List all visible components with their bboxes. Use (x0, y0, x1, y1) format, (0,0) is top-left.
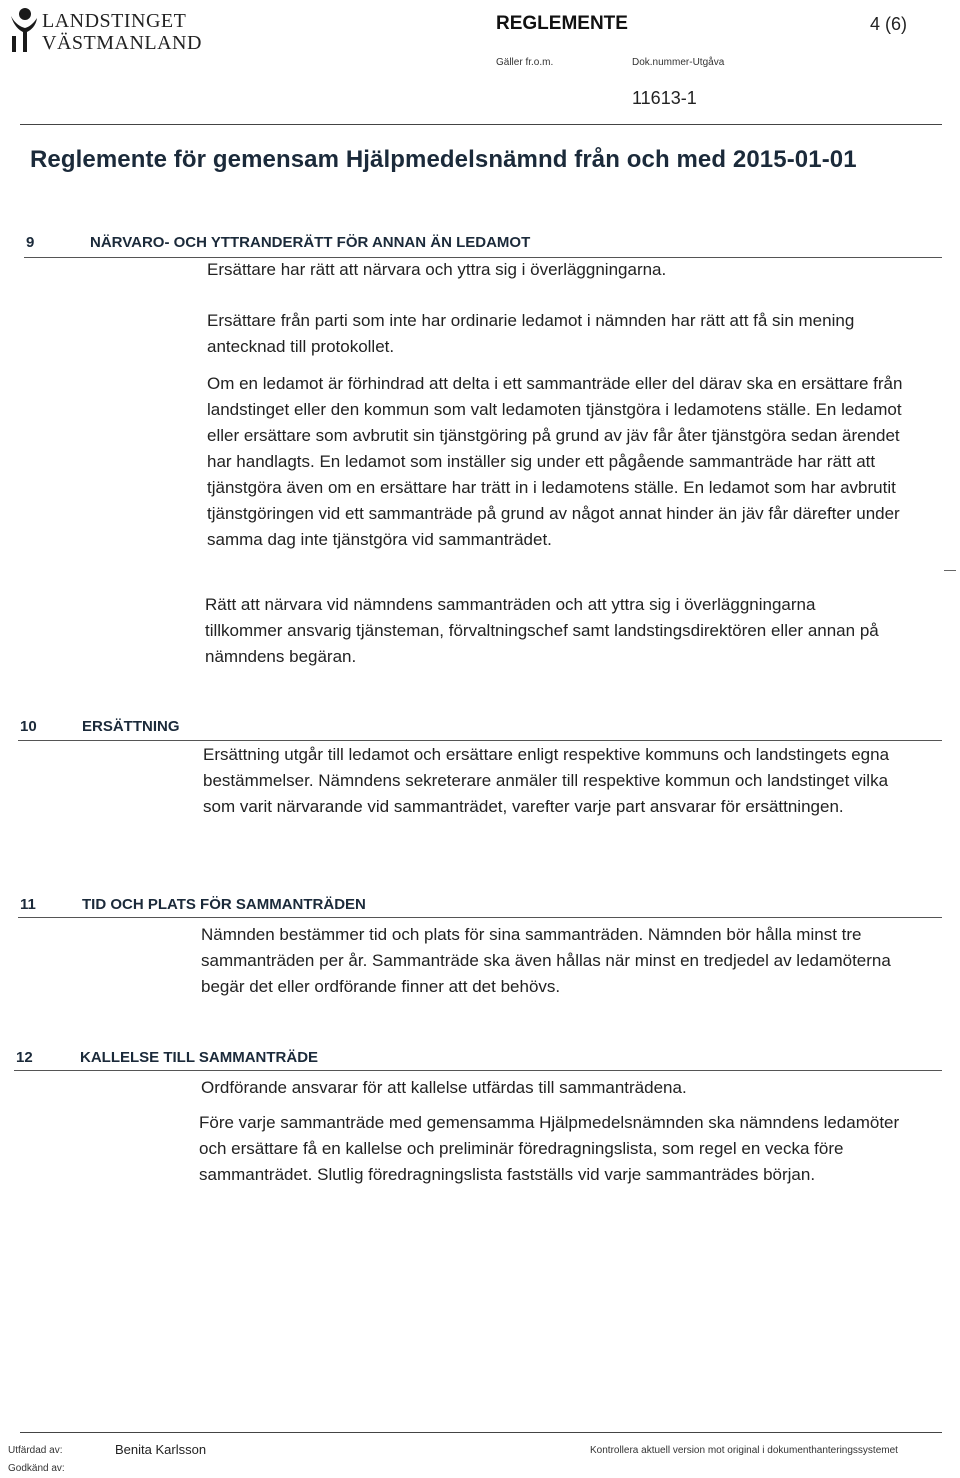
document-type: REGLEMENTE (496, 13, 628, 34)
issued-by-name: Benita Karlsson (115, 1442, 207, 1457)
section-body (207, 257, 907, 283)
logo-text-line1: LANDSTINGET (42, 10, 187, 32)
section-body (199, 1110, 917, 1188)
section-heading: NÄRVARO- OCH YTTRANDERÄTT FÖR ANNAN ÄN LEDAMOT (90, 234, 531, 251)
section-heading: KALLELSE TILL SAMMANTRÄDE (80, 1049, 319, 1066)
approved-by-label: Godkänd av: (8, 1463, 65, 1474)
paragraph: Ersättning utgår till ledamot och ersättare enligt respektive kommuns och landstingets egna bestämmelser. Nämndens sekreterare anmäler till respektive kommun och landstinget vilka som varit närvarande vid sammanträdet, varefter varje part ansvarar för ersättningen. (203, 745, 890, 816)
paragraph: Före varje sammanträde med gemensamma Hjälpmedelsnämnden ska nämndens ledamöter och ersättare få en kallelse och preliminär föredragningslista, som regel en vecka före sammanträdet. Slutlig föredragningslista fastställs vid varje sammanträdes början. (199, 1113, 900, 1184)
paragraph: Nämnden bestämmer tid och plats för sina sammanträden. Nämnden bör hålla minst tre sammanträden per år. Sammanträde ska även hållas när minst en tredjedel av ledamöterna begär det eller ordförande finner att det behövs. (201, 925, 891, 996)
county-logo-icon (8, 6, 38, 54)
margin-mark (944, 570, 956, 571)
paragraph: Ersättare har rätt att närvara och yttra sig i överläggningarna. (207, 260, 667, 279)
issued-by-label: Utfärdad av: (8, 1445, 63, 1456)
page-title: Reglemente för gemensam Hjälpmedelsnämnd från och med 2015-01-01 (30, 146, 857, 173)
section-body (201, 1075, 921, 1101)
section-body (207, 308, 907, 360)
paragraph: Rätt att närvara vid nämndens sammanträden och att yttra sig i överläggningarna tillkommer ansvarig tjänsteman, förvaltningschef samt landstingsdirektören eller annan på nämndens begäran. (205, 595, 879, 666)
paragraph: Om en ledamot är förhindrad att delta i ett sammanträde eller del därav ska en ersättare från landstinget eller den kommun som valt ledamoten tjänstgöra i ledamotens ställe. En ledamot eller ersättare som avbrutit sin tjänstgöring på grund av jäv får åter tjänstgöra sedan ärendet har handlagts. En ledamot som inställer sig under ett pågående sammanträde har rätt att tjänstgöra även om en ersättare har trätt in i ledamotens ställe. En ledamot som har avbrutit tjänstgöringen vid ett sammanträde på grund av något annat hinder än jäv får därefter under samma dag inte tjänstgöra vid sammanträdet. (207, 374, 903, 549)
header-divider (20, 124, 942, 125)
valid-from-label: Gäller fr.o.m. (496, 57, 554, 68)
footer-divider (20, 1432, 942, 1433)
section-number: 11 (20, 896, 36, 913)
section-body (205, 592, 895, 670)
section-number: 12 (16, 1049, 33, 1066)
page-number: 4 (6) (870, 14, 908, 34)
paragraph: Ersättare från parti som inte har ordinarie ledamot i nämnden har rätt att få sin mening antecknad till protokollet. (207, 311, 855, 356)
section-body (201, 922, 921, 1000)
logo-text-line2: VÄSTMANLAND (42, 32, 202, 54)
section-divider (14, 1070, 942, 1071)
section-divider (18, 917, 942, 918)
paragraph: Ordförande ansvarar för att kallelse utfärdas till sammanträdena. (201, 1078, 687, 1097)
version-control-note: Kontrollera aktuell version mot original i dokumenthanteringssystemet (590, 1445, 898, 1456)
section-heading: TID OCH PLATS FÖR SAMMANTRÄDEN (82, 896, 366, 913)
doc-number: 11613-1 (632, 88, 697, 108)
section-number: 10 (20, 718, 37, 735)
section-number: 9 (26, 234, 35, 251)
section-body (203, 742, 923, 820)
section-divider (18, 740, 942, 741)
doc-number-label: Dok.nummer-Utgåva (632, 57, 725, 68)
section-heading: ERSÄTTNING (82, 718, 180, 735)
section-body (207, 371, 913, 553)
